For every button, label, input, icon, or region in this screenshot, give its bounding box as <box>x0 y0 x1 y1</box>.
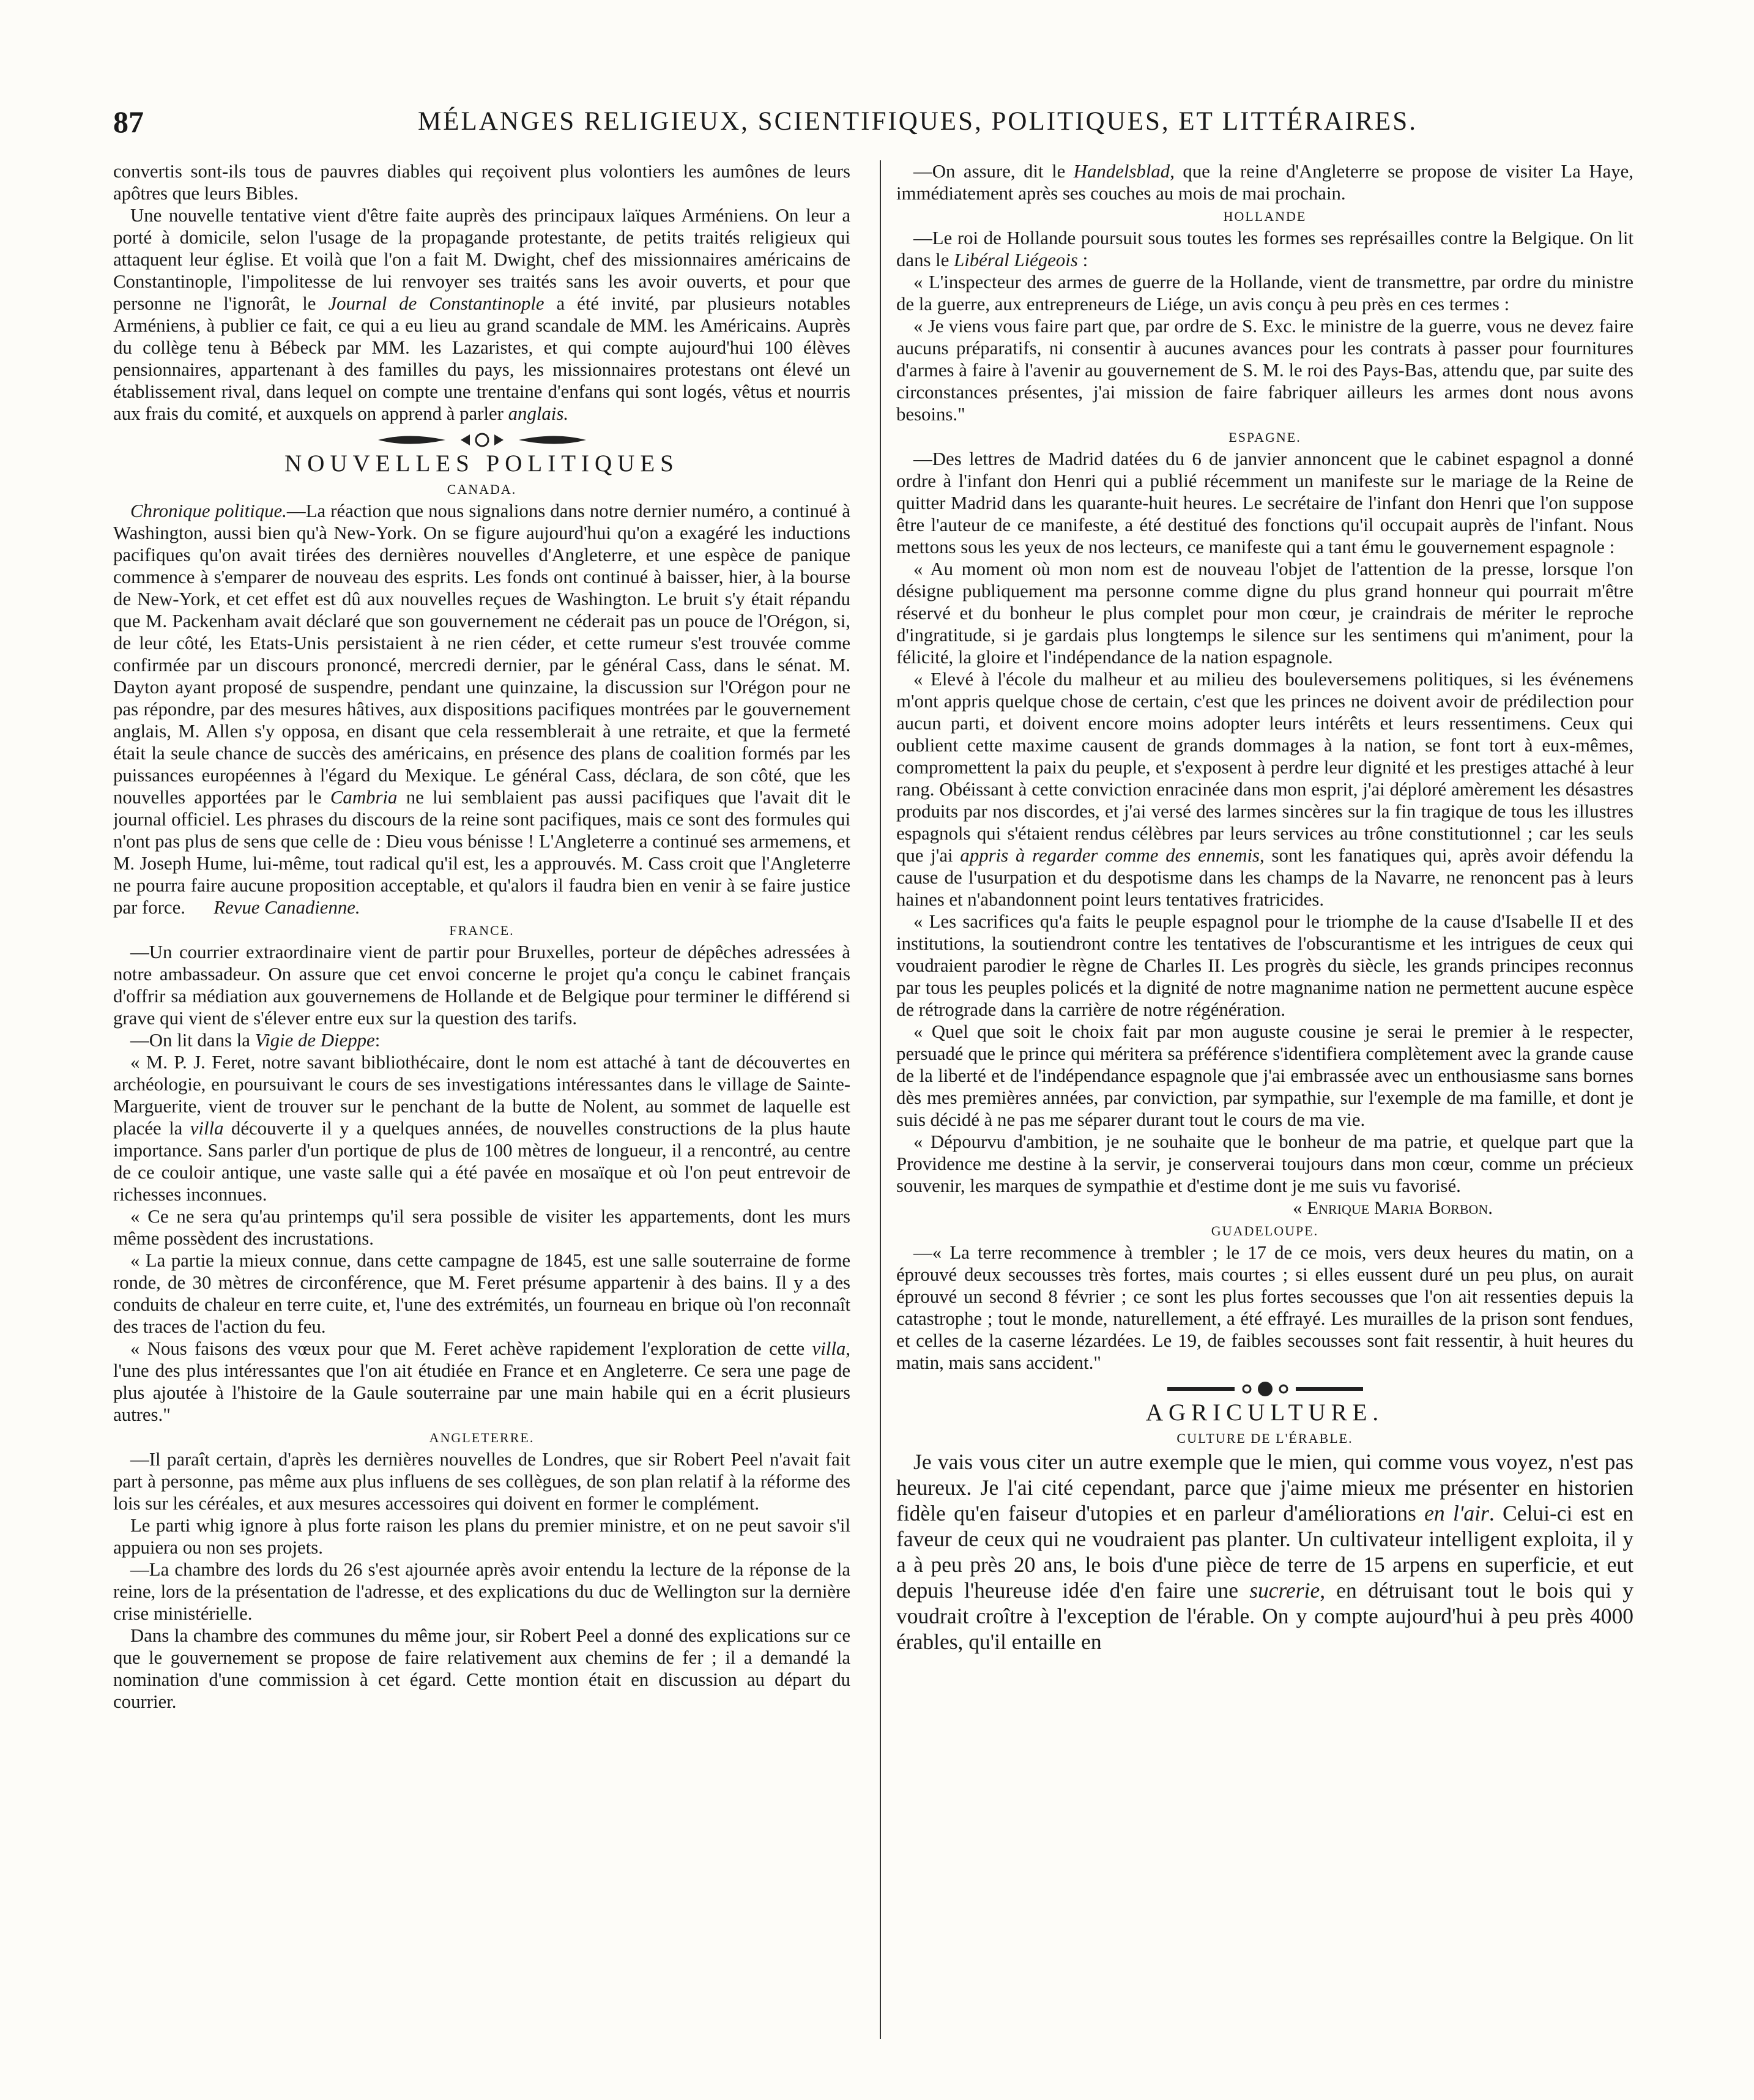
paragraph: —On lit dans la Vigie de Dieppe: <box>130 1030 381 1051</box>
signature: « Enrique Maria Borbon. <box>1293 1197 1493 1218</box>
paragraph: « Les sacrifices qu'a faits le peuple espagnol pour le triomphe de la cause d'Isabelle II et des institutions, la soutiendront contre les tentatives de l'obscurantisme et les intrigues de ceux qui voudraient parodier le règne de Charles II. Les progrès du siècle, les grands principes reconnus par tous les peuples policés et la dignité de notre magnanime nation ne permettent aucune espèce de rétrograde dans la carrière de notre régénération. <box>896 911 1633 1020</box>
sub-heading-france: FRANCE. <box>449 923 515 938</box>
paragraph: « Je viens vous faire part que, par ordre de S. Exc. le ministre de la guerre, vous ne devez faire aucuns préparatifs, ni consentir à aucunes avances pour les contrats à passer pour fournitures d'armes à faire à l'avenir au gouvernement de S. M. le roi des Pays-Bas, attendu que, par suite des circonstances présentes, j'ai mission de faire fabriquer ailleurs les armes dont nous avons besoins." <box>896 316 1633 425</box>
paragraph: Une nouvelle tentative vient d'être faite auprès des principaux laïques Arméniens. On leur a porté à domicile, selon l'usage de la propagande protestante, de petits traités religieux qui attaquent leur église. Et voilà que l'on a fait M. Dwight, chef des missionnaires américains de Constantinople, l'impolitesse de lui renvoyer ses traités sans les avoir ouverts, et pour que personne ne l'ignorât, le Journal de Constantinople a été invité, par plusieurs notables Arméniens, à publier ce fait, ce qui a eu lieu au grand scandale de MM. les Américains. Auprès du collège tenu à Bébeck par MM. les Lazaristes, et qui compte aujourd'hui 100 élèves pensionnaires, appartenant à des familles du pays, les missionnaires protestans ont élevé un établissement rival, dans lequel on compte une trentaine d'enfans qui sont logés, vêtus et nourris aux frais du comité, et auxquels on apprend à parler anglais. <box>113 205 850 424</box>
sub-heading-canada: CANADA. <box>447 482 517 497</box>
paragraph: —Un courrier extraordinaire vient de partir pour Bruxelles, porteur de dépêches adressées à notre ambassadeur. On assure que cet envoi concerne le projet qu'a conçu le cabinet français d'offrir sa médiation aux gouvernemens de Hollande et de Belgique pour terminer le différend si grave qui vient de s'élever entre eux sur la question des tarifs. <box>113 942 850 1029</box>
paragraph: « La partie la mieux connue, dans cette campagne de 1845, est une salle souterraine de forme ronde, de 30 mètres de circonférence, que M. Feret présume appartenir à des bains. Il y a des conduits de chaleur en terre cuite, et, l'une des extrémités, un fourneau en brique où l'on reconnaît des traces de l'action du feu. <box>113 1250 850 1337</box>
paragraph: « Nous faisons des vœux pour que M. Feret achève rapidement l'exploration de cette villa, l'une des plus intéressantes que l'on ait étudiée en France et en Angleterre. Ce sera une page de plus ajoutée à l'histoire de la Gaule souterraine par une main habile qui en a écrit plusieurs autres." <box>113 1338 850 1425</box>
paragraph: —Il paraît certain, d'après les dernières nouvelles de Londres, que sir Robert Peel n'avait fait part à personne, pas même aux plus influens de ses collègues, de son plan relatif à la réforme des lois sur les céréales, et aux mesures accessoires qui doivent en former le complément. <box>113 1449 850 1514</box>
italic-word: anglais. <box>508 403 569 424</box>
journal-title: Vigie de Dieppe <box>255 1030 375 1051</box>
paragraph: « Elevé à l'école du malheur et au milieu des bouleversemens politiques, si les événemens m'ont appris quelque chose de certain, c'est que les princes ne doivent avoir de prédilection pour aucun parti, et doivent encore moins adopter leurs intérêts et leurs ressentimens. Ceux qui oublient cette maxime causent de grands dommages à la nation, se font tort à eux-mêmes, compromettent la paix du peuple, et s'exposent à perdre leur dignité et les prestiges attaché à leur rang. Obéissant à cette conviction enracinée dans mon esprit, j'ai déploré amèrement les désastres produits par nos discordes, et j'ai versé des larmes sincères sur la fin tragique de tous les illustres espagnols qui s'étaient rendus célèbres par leurs services au trône constitutionnel ; car les seuls que j'ai appris à regarder comme des ennemis, sont les fanatiques qui, après avoir défendu la cause de l'usurpation et du despotisme dans les champs de la Navarre, ne renoncent pas à leurs haines et n'abandonnent point leurs tentatives fratricides. <box>896 669 1633 910</box>
paragraph: « Quel que soit le choix fait par mon auguste cousine je serai le premier à le respecter, persuadé que le prince qui méritera sa préférence s'identifiera complètement avec la grande cause de la liberté et de l'indépendance espagnole que j'ai embrassée avec un enthousiasme sans bornes dès mes premières années, par conviction, par sympathie, sur l'exemple de ma famille, et dont je suis décidé à ne pas me séparer durant tout le cours de ma vie. <box>896 1021 1633 1130</box>
paragraph: Dans la chambre des communes du même jour, sir Robert Peel a donné des explications sur ce que le gouvernement se propose de faire relativement aux chemins de fer ; il a demandé la nomination d'une commission à cet égard. Cette montion était en discussion au départ du courrier. <box>113 1625 850 1712</box>
column-divider <box>880 160 881 2039</box>
paragraph: Je vais vous citer un autre exemple que le mien, qui comme vous voyez, n'est pas heureux. Je l'ai cité cependant, parce que j'aime mieux me présenter en historien fidèle qu'en faiseur d'utopies et en parleur d'améliorations en l'air. Celui-ci est en faveur de ceux qui ne voudraient pas planter. Un cultivateur intelligent exploita, il y a à peu près 20 ans, le bois d'une pièce de terre de 15 arpens en superficie, et eut depuis l'heureuse idée d'en faire une sucrerie, en détruisant tout le bois qui y voudrait croître à l'exception de l'érable. On y compte aujourd'hui à peu près 4000 érables, qu'il entaille en <box>896 1450 1633 1654</box>
page-number: 87 <box>113 105 144 139</box>
lead-in: Chronique politique. <box>130 501 287 521</box>
left-column <box>113 160 850 2039</box>
right-column <box>896 160 1633 2039</box>
paragraph: Le parti whig ignore à plus forte raison les plans du premier ministre, et on ne peut savoir s'il appuiera ou non ses projets. <box>113 1515 850 1558</box>
journal-title: Handelsblad <box>1073 161 1170 182</box>
italic-word: sucrerie <box>1249 1578 1320 1603</box>
paragraph: —Des lettres de Madrid datées du 6 de janvier annoncent que le cabinet espagnol a donné ordre à l'infant don Henri qui a publié récemment un manifeste sur le mariage de la Reine de quitter Madrid dans les quarante-huit heures. Le secrétaire de l'infant don Henri que l'on suppose être l'auteur de ce manifeste, a été destitué des fonctions qu'il occupait auprès de l'infant. Nous mettons sous les yeux de nos lecteurs, ce manifeste qui a tant ému le gouvernement espagnole : <box>896 449 1633 557</box>
ship-name: Cambria <box>330 787 398 808</box>
paragraph: —On assure, dit le Handelsblad, que la reine d'Angleterre se propose de visiter La Haye, immédiatement après ses couches au mois de mai prochain. <box>896 161 1633 204</box>
italic-phrase: appris à regarder comme des ennemis <box>960 845 1260 866</box>
source-credit: Revue Canadienne. <box>214 897 360 918</box>
paragraph: convertis sont-ils tous de pauvres diables qui reçoivent plus volontiers les aumônes de leurs apôtres que leurs Bibles. <box>113 161 850 204</box>
paragraph: —« La terre recommence à trembler ; le 17 de ce mois, vers deux heures du matin, on a éprouvé deux secousses très fortes, mais courtes ; si elles eussent duré un peu plus, on aurait éprouvé un second 8 février ; ce sont les plus fortes secousses que l'on ait ressenties depuis la catastrophe ; tout le monde, naturellement, a été effrayé. Les murailles de la prison sont fendues, et celles de la caserne lézardées. Le 19, de faibles secousses sont fait ressentir, à huit heures du matin, mais sans accident." <box>896 1242 1633 1373</box>
paragraph: —La chambre des lords du 26 s'est ajournée après avoir entendu la lecture de la réponse de la reine, lors de la présentation de l'adresse, et des explications du duc de Wellington sur la dernière crise ministérielle. <box>113 1559 850 1624</box>
paragraph: « Au moment où mon nom est de nouveau l'objet de l'attention de la presse, lorsque l'on désigne publiquement ma personne comme digne du plus grand honneur qui pourrait m'être réservé et du bonheur le plus complet pour mon cœur, je craindrais de mériter le reproche d'ingratitude, si je gardais plus longtemps le silence sur les sentimens qui m'animent, pour la félicité, la gloire et l'indépendance de la nation espagnole. <box>896 559 1633 668</box>
running-title: MÉLANGES RELIGIEUX, SCIENTIFIQUES, POLITIQUES, ET LITTÉRAIRES. <box>418 107 1418 136</box>
sub-heading-angleterre: ANGLETERRE. <box>429 1430 535 1445</box>
paragraph: « Ce ne sera qu'au printemps qu'il sera possible de visiter les appartements, dont les murs même possèdent des incrustations. <box>113 1206 850 1249</box>
paragraph: « M. P. J. Feret, notre savant bibliothécaire, dont le nom est attaché à tant de découvertes en archéologie, en poursuivant le cours de ses investigations intéressantes dans le village de Sainte-Marguerite, vient de trouver sur le penchant de la butte de Nolent, au sommet de laquelle est placée la villa découverte il y a quelques années, de nouvelles constructions de la plus haute importance. Sans parler d'un portique de plus de 100 mètres de longueur, il a rencontré, au centre de ce couloir antique, une vaste salle qui a été pavée en mosaïque et où l'on peut entrevoir de richesses inconnues. <box>113 1052 850 1205</box>
paragraph: Chronique politique.—La réaction que nous signalions dans notre dernier numéro, a continué à Washington, aussi bien qu'à New-York. On se figure aujourd'hui qu'on a exagéré les inductions pacifiques qu'on avait tirées des dernières nouvelles d'Angleterre, et une espèce de panique commence à s'emparer de nouveau des esprits. Les fonds ont continué à baisser, hier, à la bourse de New-York, et cet effet est dû aux nouvelles reçues de Washington. Le bruit s'y était répandu que M. Packenham avait déclaré que son gouvernement ne céderait pas un pouce de l'Orégon, si, de leur côté, les Etats-Unis persistaient à ne rien céder, et cette rumeur s'est trouvée comme confirmée par un discours prononcé, mercredi dernier, par le général Cass, dans le sénat. M. Dayton ayant proposé de suspendre, pendant une quinzaine, la discussion sur l'Orégon pour ne pas répondre, par des mesures hâtives, aux dispositions pacifiques montrées par le gouvernement anglais, M. Allen s'y opposa, en disant que cela ressemblerait à une retraite, et que la fermeté était la seule chance de succès des américains, en présence des plans de coalition formés par les puissances européennes à l'égard du Mexique. Le général Cass, déclara, de son côté, que les nouvelles apportées par le Cambria ne lui semblaient pas aussi pacifiques que l'avait dit le journal officiel. Les phrases du discours de la reine sont pacifiques, mais ce sont des formules qui n'ont pas plus de sens que celle de : Dieu vous bénisse ! L'Angleterre a continué ses armemens, et M. Joseph Hume, lui-même, tout radical qu'il est, les a approuvés. M. Cass croit que l'Angleterre ne pourra faire aucune proposition acceptable, et qu'alors il faudra bien en venir à se faire justice par force. Revue Canadienne. <box>113 501 850 918</box>
sub-heading-erable: CULTURE DE L'ÉRABLE. <box>1176 1431 1353 1446</box>
ornament-divider-icon <box>1155 1380 1375 1398</box>
paragraph: « L'inspecteur des armes de guerre de la Hollande, vient de transmettre, par ordre du ministre de la guerre, aux entrepreneurs de Liége, un avis conçu à peu près en ces termes : <box>896 272 1633 315</box>
sub-heading-espagne: ESPAGNE. <box>1228 430 1301 445</box>
journal-title: Libéral Liégeois <box>954 250 1078 270</box>
italic-word: villa <box>190 1118 224 1139</box>
journal-title: Journal de Constantinople <box>328 293 544 314</box>
page-header <box>113 104 1661 147</box>
sub-heading-hollande: HOLLANDE <box>1223 209 1307 224</box>
section-heading-nouvelles: NOUVELLES POLITIQUES <box>284 450 679 477</box>
paragraph: —Le roi de Hollande poursuit sous toutes les formes ses représailles contre la Belgique. On lit dans le Libéral Liégeois : <box>896 228 1633 270</box>
sub-heading-guadeloupe: GUADELOUPE. <box>1211 1223 1319 1238</box>
ornament-divider-icon <box>372 431 592 449</box>
italic-word: villa <box>812 1338 846 1359</box>
section-heading-agriculture: AGRICULTURE. <box>1145 1399 1384 1426</box>
italic-phrase: en l'air <box>1424 1501 1489 1525</box>
paragraph: « Dépourvu d'ambition, je ne souhaite que le bonheur de ma patrie, et quelque part que la Providence me destine à la servir, je conserverai toujours dans mon cœur, comme un précieux souvenir, les marques de sympathie et d'estime dont je me suis vu favorisé. <box>896 1131 1633 1196</box>
